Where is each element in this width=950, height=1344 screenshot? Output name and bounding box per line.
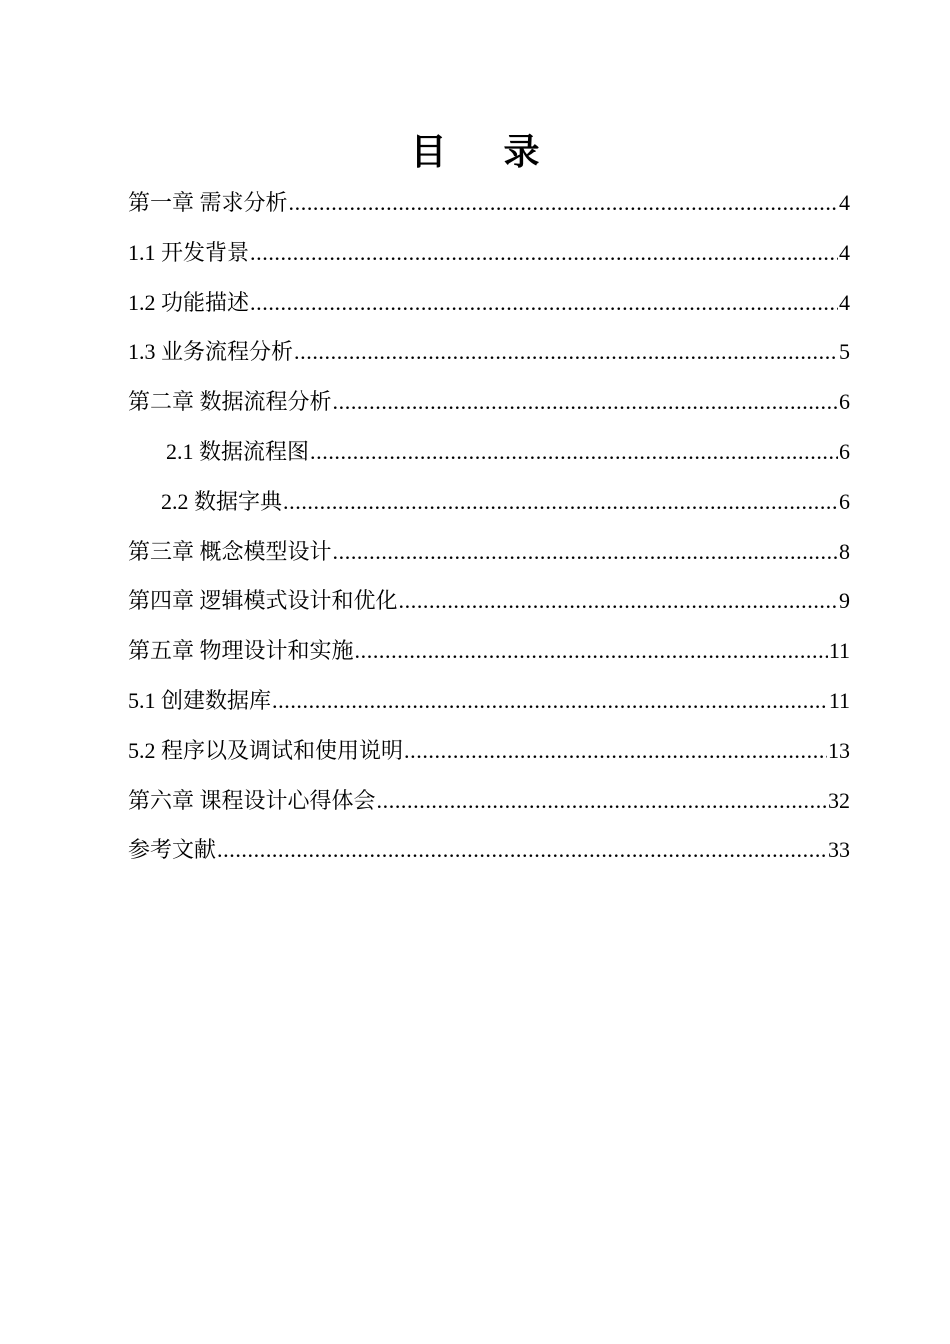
toc-dot-leader [289, 178, 838, 228]
toc-dot-leader [355, 626, 828, 676]
toc-dot-leader [310, 427, 838, 477]
toc-entry [128, 726, 850, 776]
toc-dot-leader [377, 776, 827, 826]
toc-entry [128, 576, 850, 626]
toc-entry-label: 参考文献 [128, 837, 217, 863]
toc-dot-leader [272, 676, 828, 726]
toc-entry-page-number: 4 [839, 190, 850, 215]
toc-entry [128, 776, 850, 826]
toc-entry-label: 第五章 物理设计和实施 [128, 638, 354, 664]
toc-dot-leader [217, 825, 827, 875]
toc-entry-page-number: 32 [828, 787, 850, 813]
toc-dot-leader [333, 377, 838, 427]
toc-entry-page-number: 4 [839, 289, 850, 315]
toc-entry-label: 2.1 数据流程图 [166, 438, 310, 464]
toc-dot-leader [250, 228, 838, 278]
toc-entry-page-number: 5 [839, 339, 850, 365]
toc-entry [128, 477, 850, 527]
toc-entry-page-number: 33 [828, 837, 850, 863]
toc-entry [128, 527, 850, 577]
toc-entry-label: 第四章 逻辑模式设计和优化 [128, 588, 398, 614]
toc-dot-leader [404, 726, 827, 776]
toc-entry-label: 5.2 程序以及调试和使用说明 [128, 737, 404, 763]
toc-dot-leader [399, 576, 838, 626]
toc-entry-page-number: 6 [839, 389, 850, 415]
toc-entry [128, 377, 850, 427]
toc-dot-leader [333, 527, 838, 577]
toc-entry-label: 第三章 概念模型设计 [128, 538, 332, 564]
toc-list [128, 178, 850, 875]
toc-entry [128, 427, 850, 477]
toc-entry-label: 2.2 数据字典 [161, 488, 283, 514]
toc-dot-leader [294, 327, 838, 377]
toc-entry-label: 5.1 创建数据库 [128, 687, 272, 713]
toc-entry-label: 1.2 功能描述 [128, 289, 250, 315]
toc-entry [128, 676, 850, 726]
toc-entry [128, 278, 850, 328]
toc-entry-page-number: 8 [839, 538, 850, 564]
toc-entry-label: 1.3 业务流程分析 [128, 339, 294, 365]
toc-entry-label: 第二章 数据流程分析 [128, 389, 332, 415]
toc-dot-leader [283, 477, 838, 527]
toc-entry [128, 825, 850, 875]
toc-entry-page-number: 6 [839, 488, 850, 514]
toc-entry-label: 第六章 课程设计心得体会 [128, 787, 376, 813]
toc-entry [128, 228, 850, 278]
toc-title: 目 录 [410, 132, 564, 172]
toc-entry-page-number: 13 [828, 737, 850, 763]
toc-entry-label: 第一章 需求分析 [128, 190, 288, 215]
toc-entry [128, 626, 850, 676]
toc-entry-page-number: 11 [828, 638, 850, 664]
toc-entry-page-number: 9 [839, 588, 850, 614]
toc-entry-label: 1.1 开发背景 [128, 239, 250, 265]
toc-dot-leader [250, 278, 838, 328]
toc-entry [128, 327, 850, 377]
toc-entry-page-number: 11 [828, 687, 850, 713]
toc-entry-page-number: 6 [839, 438, 850, 464]
toc-entry-page-number: 4 [839, 239, 850, 265]
toc-entry [128, 178, 850, 228]
